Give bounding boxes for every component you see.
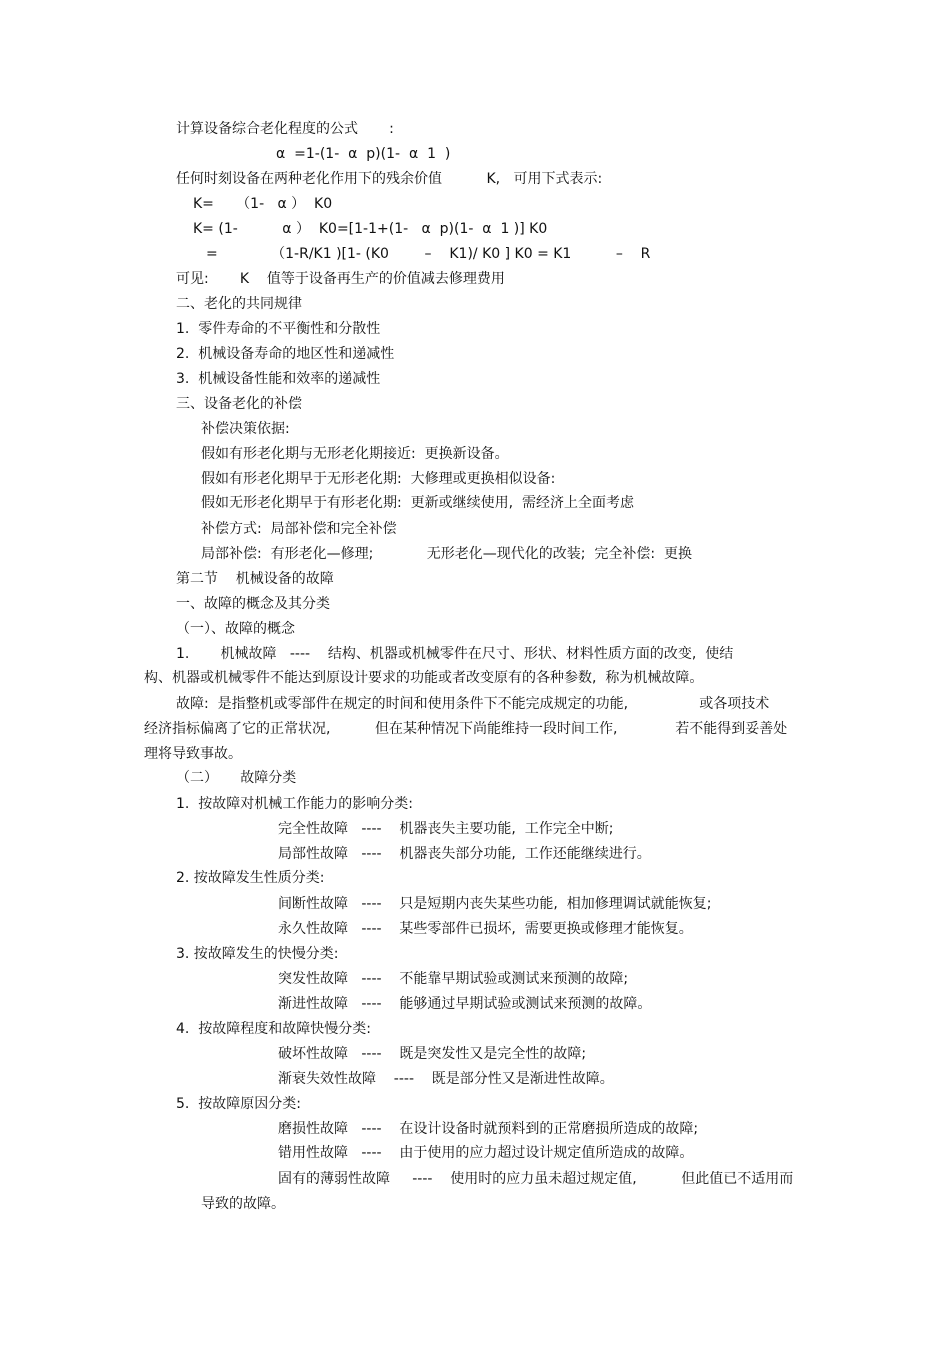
paragraph-line: 经济指标偏离了它的正常状况, 但在某种情况下尚能维持一段时间工作, 若不能得到妥善处 (144, 721, 788, 737)
list-item: 3. 机械设备性能和效率的递减性 (176, 371, 381, 387)
paragraph-line: 假如有形老化期早于无形老化期: 大修理或更换相似设备: (201, 471, 556, 487)
classification-entry: 破坏性故障 ---- 既是突发性又是完全性的故障; (278, 1046, 587, 1062)
classification-entry: 突发性故障 ---- 不能靠早期试验或测试来预测的故障; (278, 971, 629, 987)
conclusion-line: 可见: K 值等于设备再生产的价值减去修理费用 (176, 271, 505, 287)
classification-entry: 固有的薄弱性故障 ---- 使用时的应力虽未超过规定值, 但此值已不适用而 (278, 1171, 794, 1187)
classification-entry-continuation: 导致的故障。 (201, 1196, 285, 1212)
section-heading: 一、故障的概念及其分类 (176, 596, 330, 612)
formula-alpha: α =1-(1- α p)(1- α 1 ) (276, 146, 451, 162)
list-item: 5. 按故障原因分类: (176, 1096, 301, 1112)
list-item: 1. 零件寿命的不平衡性和分散性 (176, 321, 381, 337)
residual-value-intro: 任何时刻设备在两种老化作用下的残余价值 K, 可用下式表示: (176, 171, 603, 187)
subsection-heading: （二） 故障分类 (176, 770, 297, 786)
classification-entry: 完全性故障 ---- 机器丧失主要功能, 工作完全中断; (278, 821, 614, 837)
classification-entry: 错用性故障 ---- 由于使用的应力超过设计规定值所造成的故障。 (278, 1145, 694, 1161)
list-item: 2. 按故障发生性质分类: (176, 870, 325, 886)
list-item: 3. 按故障发生的快慢分类: (176, 946, 339, 962)
paragraph-line: 局部补偿: 有形老化—修理; 无形老化—现代化的改装; 完全补偿: 更换 (201, 546, 692, 562)
paragraph-line: 理将导致事故。 (144, 746, 242, 762)
paragraph-line: 假如无形老化期早于有形老化期: 更新或继续使用, 需经济上全面考虑 (201, 495, 634, 511)
classification-entry: 永久性故障 ---- 某些零部件已损坏, 需要更换或修理才能恢复。 (278, 921, 693, 937)
paragraph-line: 补偿方式: 局部补偿和完全补偿 (201, 521, 397, 537)
formula-k3: = （1-R/K1 )[1- (K0 – K1)/ K0 ] K0 = K1 – R (206, 246, 651, 262)
classification-entry: 间断性故障 ---- 只是短期内丧失某些功能, 相加修理调试就能恢复; (278, 896, 712, 912)
chapter-heading: 第二节 机械设备的故障 (176, 571, 334, 587)
list-item: 4. 按故障程度和故障快慢分类: (176, 1021, 371, 1037)
list-item: 2. 机械设备寿命的地区性和递减性 (176, 346, 395, 362)
paragraph-line: 假如有形老化期与无形老化期接近: 更换新设备。 (201, 446, 509, 462)
paragraph-line: 1. 机械故障 ---- 结构、机器或机械零件在尺寸、形状、材料性质方面的改变, 使结 (176, 646, 734, 662)
section-heading: 三、设备老化的补偿 (176, 396, 302, 412)
subsection-heading: （一）、故障的概念 (176, 621, 295, 637)
formula-intro: 计算设备综合老化程度的公式 : (176, 121, 394, 137)
list-item: 1. 按故障对机械工作能力的影响分类: (176, 796, 413, 812)
classification-entry: 局部性故障 ---- 机器丧失部分功能, 工作还能继续进行。 (278, 846, 651, 862)
classification-entry: 渐进性故障 ---- 能够通过早期试验或测试来预测的故障。 (278, 996, 652, 1012)
classification-entry: 渐衰失效性故障 ---- 既是部分性又是渐进性故障。 (278, 1071, 614, 1087)
paragraph-line: 构、机器或机械零件不能达到原设计要求的功能或者改变原有的各种参数, 称为机械故障。 (144, 670, 704, 686)
paragraph-line: 补偿决策依据: (201, 421, 290, 437)
section-heading: 二、老化的共同规律 (176, 296, 302, 312)
formula-k2: K= (1- α ） K0=[1-1+(1- α p)(1- α 1 )] K0 (193, 221, 548, 237)
formula-k1: K= （1- α ） K0 (193, 196, 333, 212)
classification-entry: 磨损性故障 ---- 在设计设备时就预料到的正常磨损所造成的故障; (278, 1121, 699, 1137)
paragraph-line: 故障: 是指整机或零部件在规定的时间和使用条件下不能完成规定的功能, 或各项技术 (176, 696, 770, 712)
